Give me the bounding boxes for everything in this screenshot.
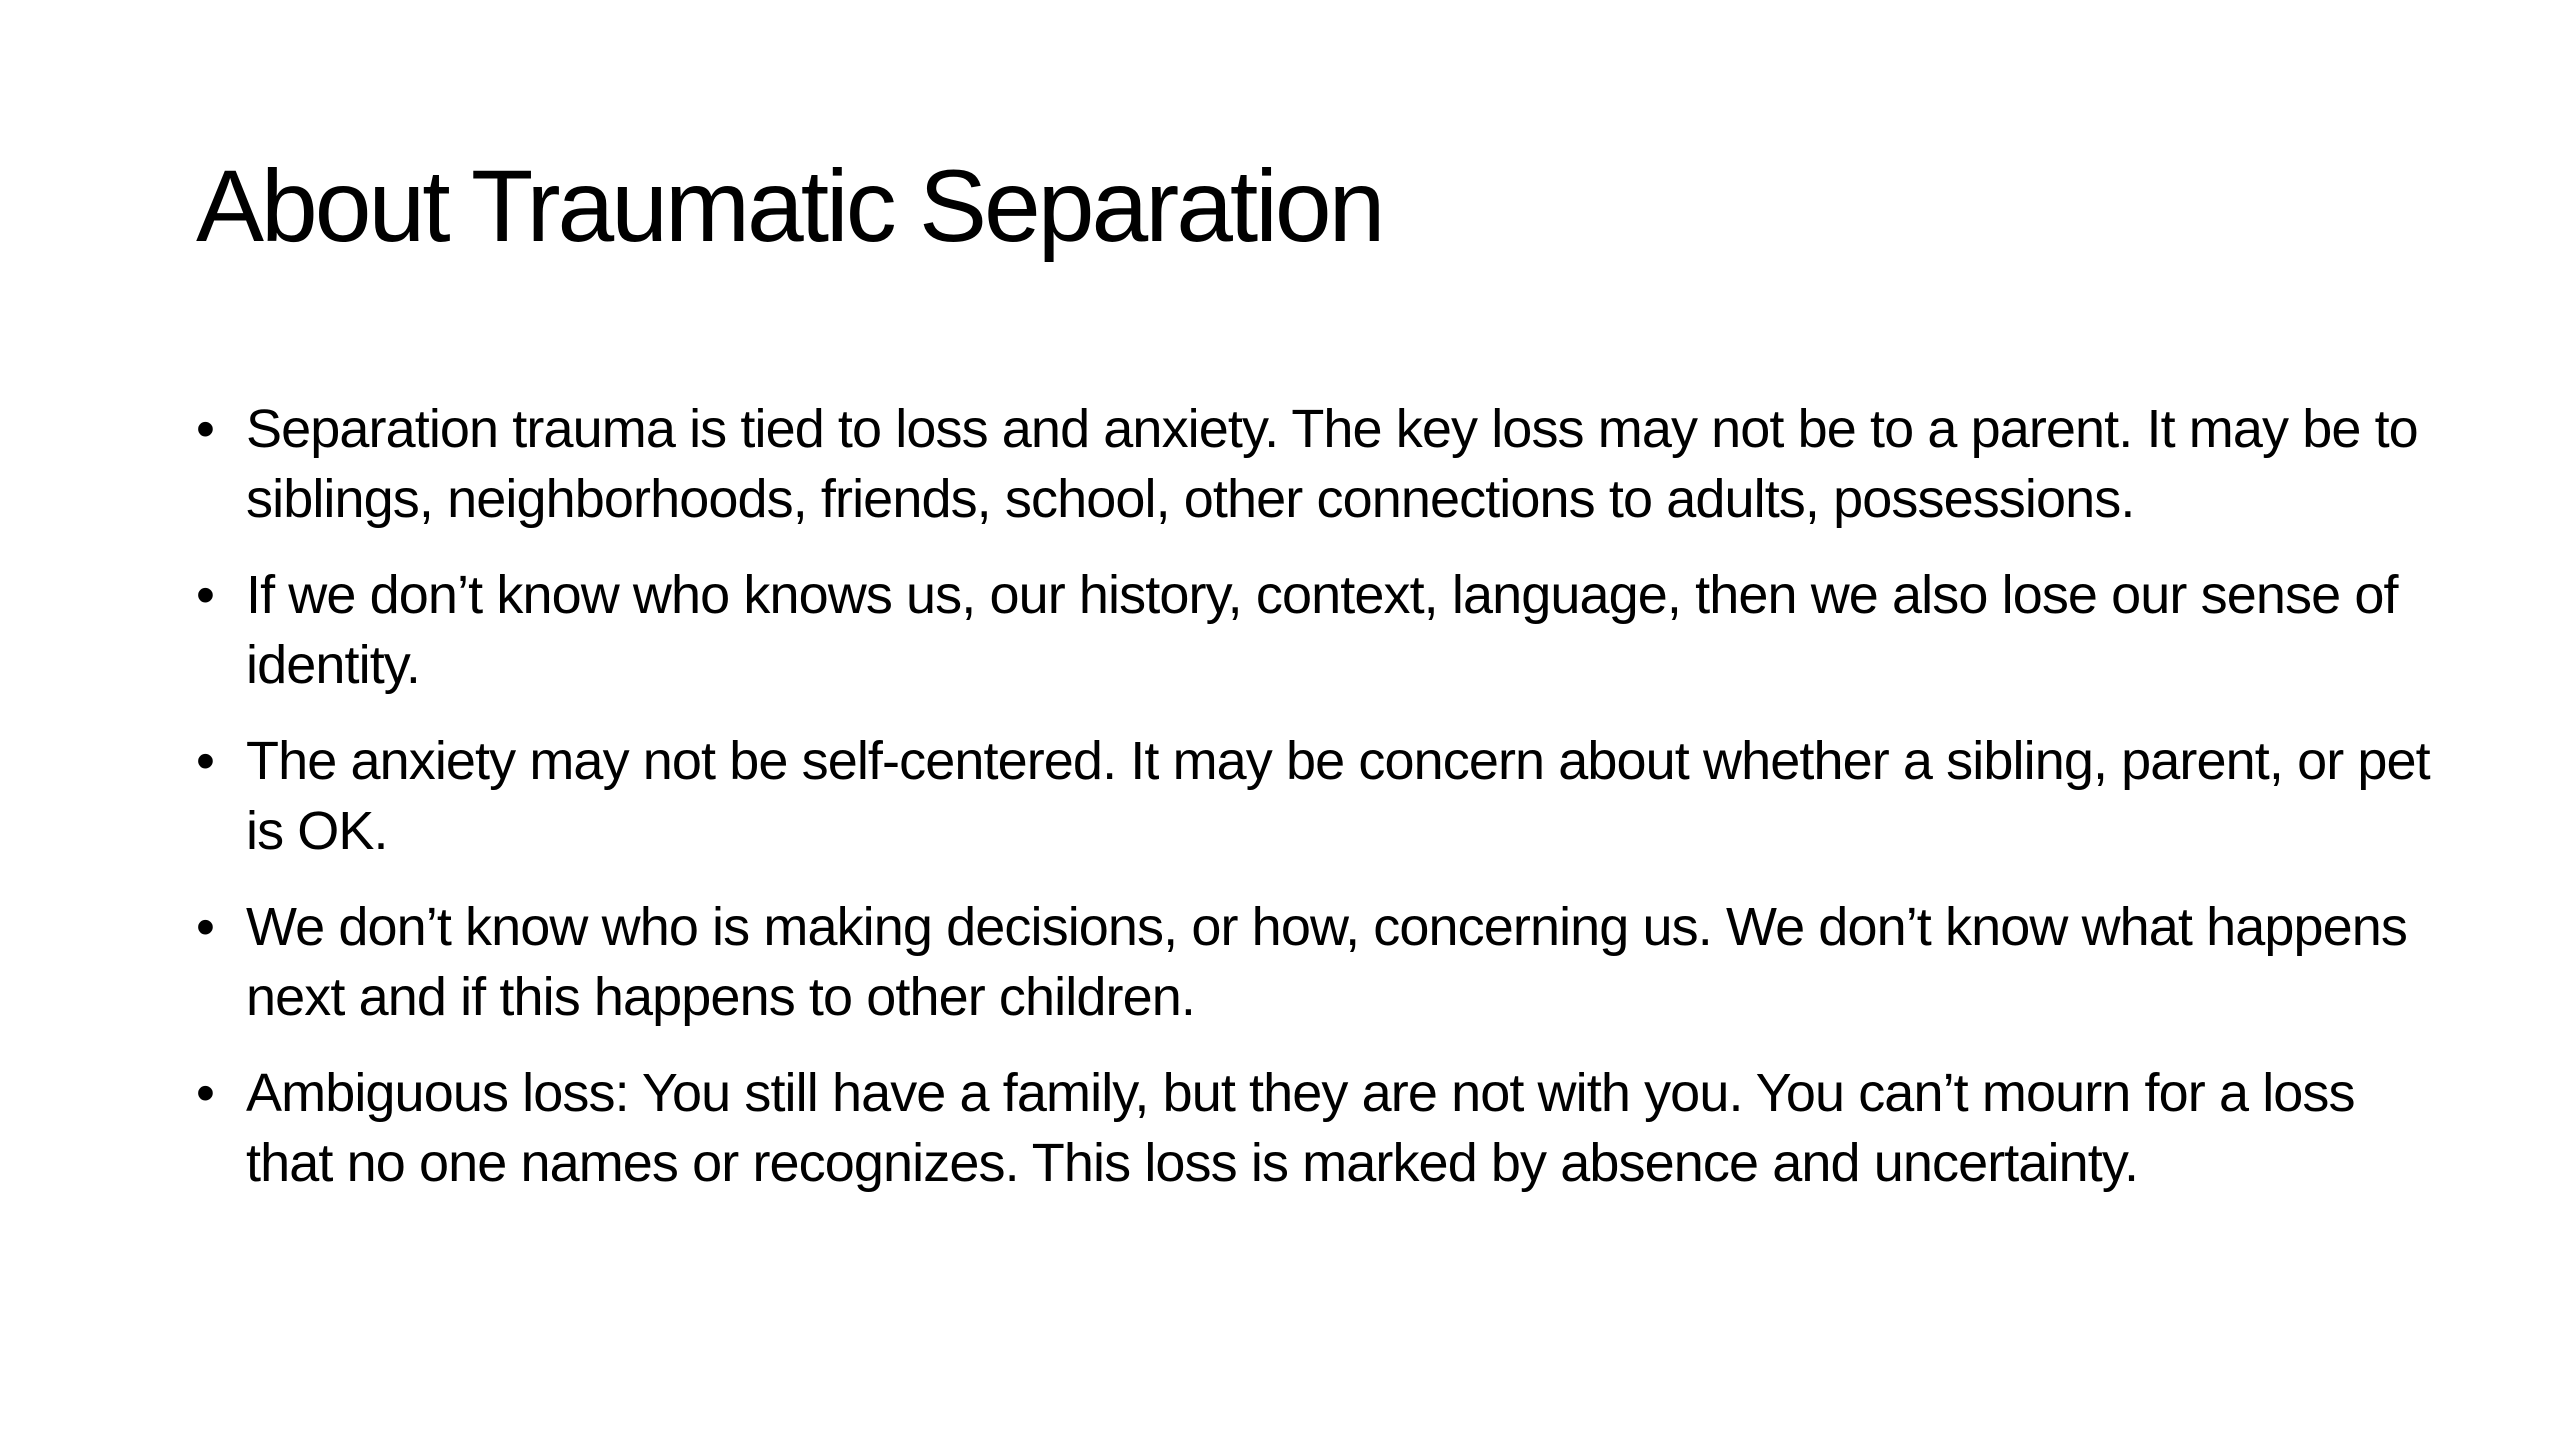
bullet-list bbox=[196, 394, 2436, 1224]
bullet-item bbox=[196, 394, 2436, 534]
bullet-text: The anxiety may not be self-centered. It may be concern about whether a sibling, parent, or pet is OK. bbox=[246, 731, 2430, 861]
bullet-icon: • bbox=[196, 731, 215, 791]
bullet-item bbox=[196, 726, 2436, 866]
bullet-icon: • bbox=[196, 565, 215, 625]
bullet-text: Ambiguous loss: You still have a family, but they are not with you. You can’t mourn for a loss that no one names or recognizes. This loss is marked by absence and uncertainty. bbox=[246, 1063, 2355, 1193]
bullet-text: If we don’t know who knows us, our history, context, language, then we also lose our sense of identity. bbox=[246, 565, 2398, 695]
bullet-item bbox=[196, 560, 2436, 700]
bullet-icon: • bbox=[196, 399, 215, 459]
bullet-item bbox=[196, 1058, 2436, 1198]
bullet-text: Separation trauma is tied to loss and anxiety. The key loss may not be to a parent. It may be to siblings, neighborhoods, friends, school, other connections to adults, possessions. bbox=[246, 399, 2418, 529]
bullet-icon: • bbox=[196, 1063, 215, 1123]
bullet-icon: • bbox=[196, 897, 215, 957]
bullet-item bbox=[196, 892, 2436, 1032]
slide-title: About Traumatic Separation bbox=[196, 149, 1383, 263]
bullet-text: We don’t know who is making decisions, or how, concerning us. We don’t know what happens next and if this happens to other children. bbox=[246, 897, 2408, 1027]
